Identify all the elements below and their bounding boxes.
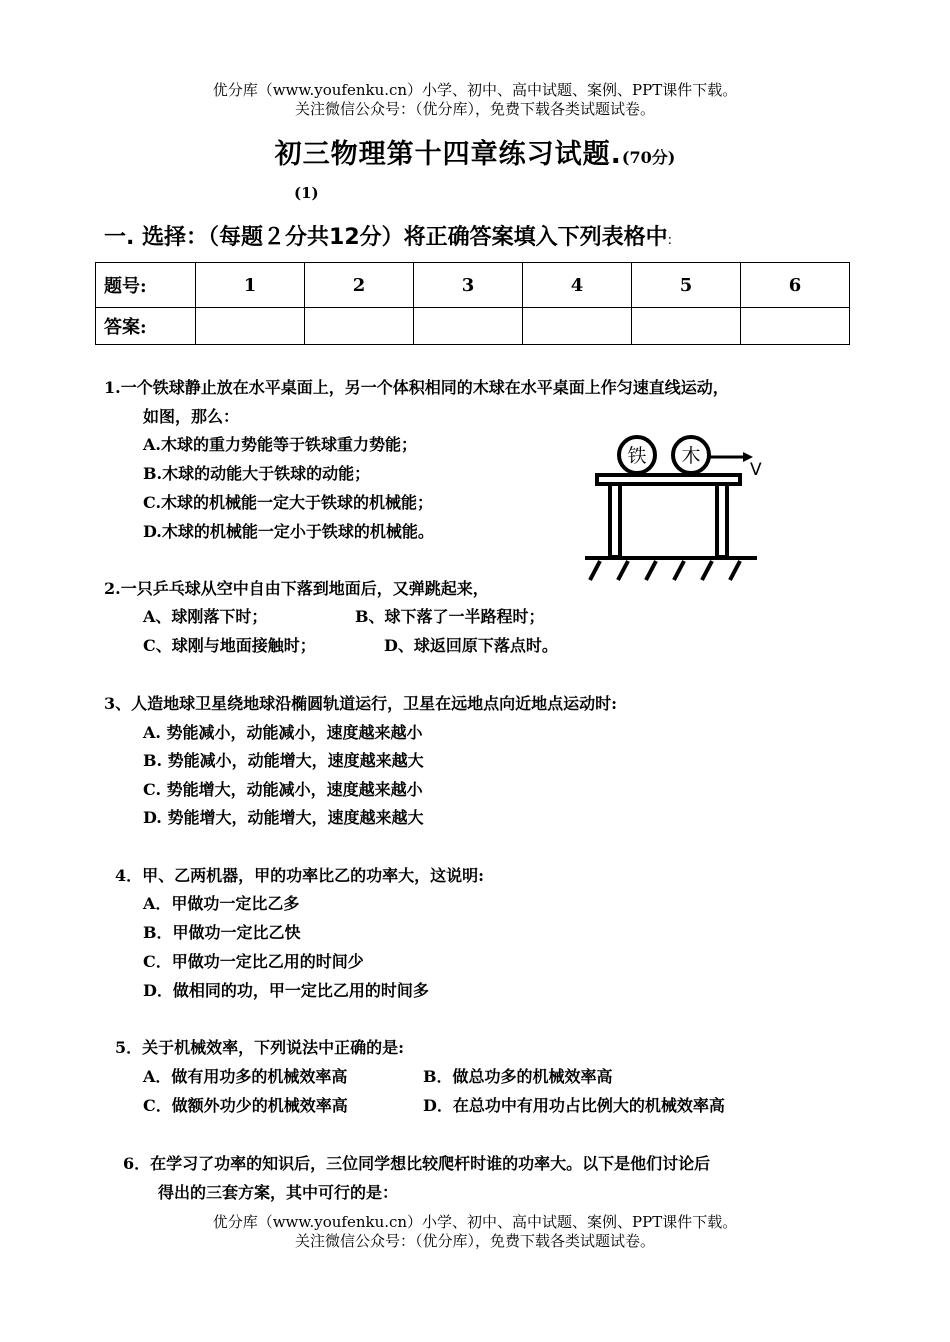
q2-option-a: A、球刚落下时；	[143, 607, 268, 626]
q1-option-c: C.木球的机械能一定大于铁球的机械能；	[143, 493, 434, 512]
answer-cell[interactable]	[196, 308, 305, 345]
section-heading-colon: :	[667, 233, 673, 248]
q1-option-d: D.木球的机械能一定小于铁球的机械能。	[143, 522, 434, 541]
q5-option-a: A．做有用功多的机械效率高	[143, 1067, 348, 1086]
velocity-label: V	[750, 460, 762, 480]
question-number-cell: 5	[632, 263, 741, 308]
q2-option-c: C、球刚与地面接触时；	[143, 636, 316, 655]
q1-option-a: A.木球的重力势能等于铁球重力势能；	[143, 435, 417, 454]
q4-option-c: C．甲做功一定比乙用的时间少	[143, 952, 364, 971]
title-main: 初三物理第十四章练习试题.	[274, 139, 622, 170]
q4-option-b: B．甲做功一定比乙快	[143, 923, 301, 942]
answer-cell[interactable]	[632, 308, 741, 345]
ground-hatch	[590, 561, 600, 580]
row-label-answer: 答案:	[96, 308, 196, 345]
q3-option-b: B. 势能减小，动能增大，速度越来越大	[143, 751, 424, 770]
q5-option-c: C．做额外功少的机械效率高	[143, 1096, 348, 1115]
q5-option-b: B．做总功多的机械效率高	[423, 1067, 613, 1086]
q3-stem: 3、人造地球卫星绕地球沿椭圆轨道运行，卫星在远地点向近地点运动时:	[104, 694, 618, 713]
answer-cell[interactable]	[523, 308, 632, 345]
title-score: (70分)	[621, 148, 676, 167]
q5-stem: 5．关于机械效率，下列说法中正确的是:	[115, 1038, 405, 1057]
row-label-number: 题号:	[96, 263, 196, 308]
question-number-cell: 2	[305, 263, 414, 308]
q4-option-d: D．做相同的功，甲一定比乙用的时间多	[143, 981, 429, 1000]
ground-hatch	[730, 561, 740, 580]
header-line-2: 关注微信公众号：（优分库），免费下载各类试题试卷。	[294, 100, 655, 118]
title-sub: (1)	[294, 184, 319, 202]
ground-hatch	[702, 561, 712, 580]
q2-option-d: D、球返回原下落点时。	[384, 636, 558, 655]
iron-ball-label: 铁	[627, 445, 647, 467]
question-number-cell: 6	[741, 263, 850, 308]
question-number-cell: 4	[523, 263, 632, 308]
table-balls-figure	[585, 425, 770, 585]
q2-stem: 2.一只乒乓球从空中自由下落到地面后，又弹跳起来，	[104, 579, 489, 598]
question-number-cell: 1	[196, 263, 305, 308]
ground-hatch	[618, 561, 628, 580]
section-heading	[104, 220, 672, 251]
ground-hatch	[674, 561, 684, 580]
q3-option-d: D. 势能增大，动能增大，速度越来越大	[143, 808, 424, 827]
q3-option-a: A. 势能减小，动能减小，速度越来越小	[143, 723, 423, 742]
table-row	[96, 308, 850, 345]
section-heading-text: 一. 选择：（每题２分共12分）将正确答案填入下列表格中	[104, 225, 668, 250]
header-line-1: 优分库（www.youfenku.cn）小学、初中、高中试题、案例、PPT课件下载。	[212, 81, 738, 99]
q5-option-d: D．在总功中有用功占比例大的机械效率高	[423, 1096, 725, 1115]
q1-stem-1: 1.一个铁球静止放在水平桌面上，另一个体积相同的木球在水平桌面上作匀速直线运动，	[104, 378, 729, 397]
q4-stem: 4．甲、乙两机器，甲的功率比乙的功率大，这说明:	[115, 866, 485, 885]
q6-stem-1: 6．在学习了功率的知识后，三位同学想比较爬杆时谁的功率大。以下是他们讨论后	[123, 1154, 711, 1173]
question-number-cell: 3	[414, 263, 523, 308]
footer-line-1: 优分库（www.youfenku.cn）小学、初中、高中试题、案例、PPT课件下载。	[212, 1213, 738, 1231]
page-title	[0, 132, 950, 171]
wood-ball-label: 木	[681, 445, 701, 467]
answer-table	[95, 262, 850, 345]
answer-cell[interactable]	[305, 308, 414, 345]
ground-hatch	[646, 561, 656, 580]
table-row	[96, 263, 850, 308]
q2-option-b: B、球下落了一半路程时；	[355, 607, 545, 626]
q4-option-a: A．甲做功一定比乙多	[143, 894, 300, 913]
q3-option-c: C. 势能增大，动能减小，速度越来越小	[143, 780, 423, 799]
q6-stem-2: 得出的三套方案，其中可行的是：	[158, 1183, 399, 1202]
table-leg-right	[717, 484, 727, 557]
answer-cell[interactable]	[414, 308, 523, 345]
answer-cell[interactable]	[741, 308, 850, 345]
q1-option-b: B.木球的动能大于铁球的动能；	[143, 464, 371, 483]
q1-stem-2: 如图，那么：	[143, 407, 240, 426]
footer-line-2: 关注微信公众号：（优分库），免费下载各类试题试卷。	[294, 1232, 655, 1250]
table-leg-left	[610, 484, 620, 557]
